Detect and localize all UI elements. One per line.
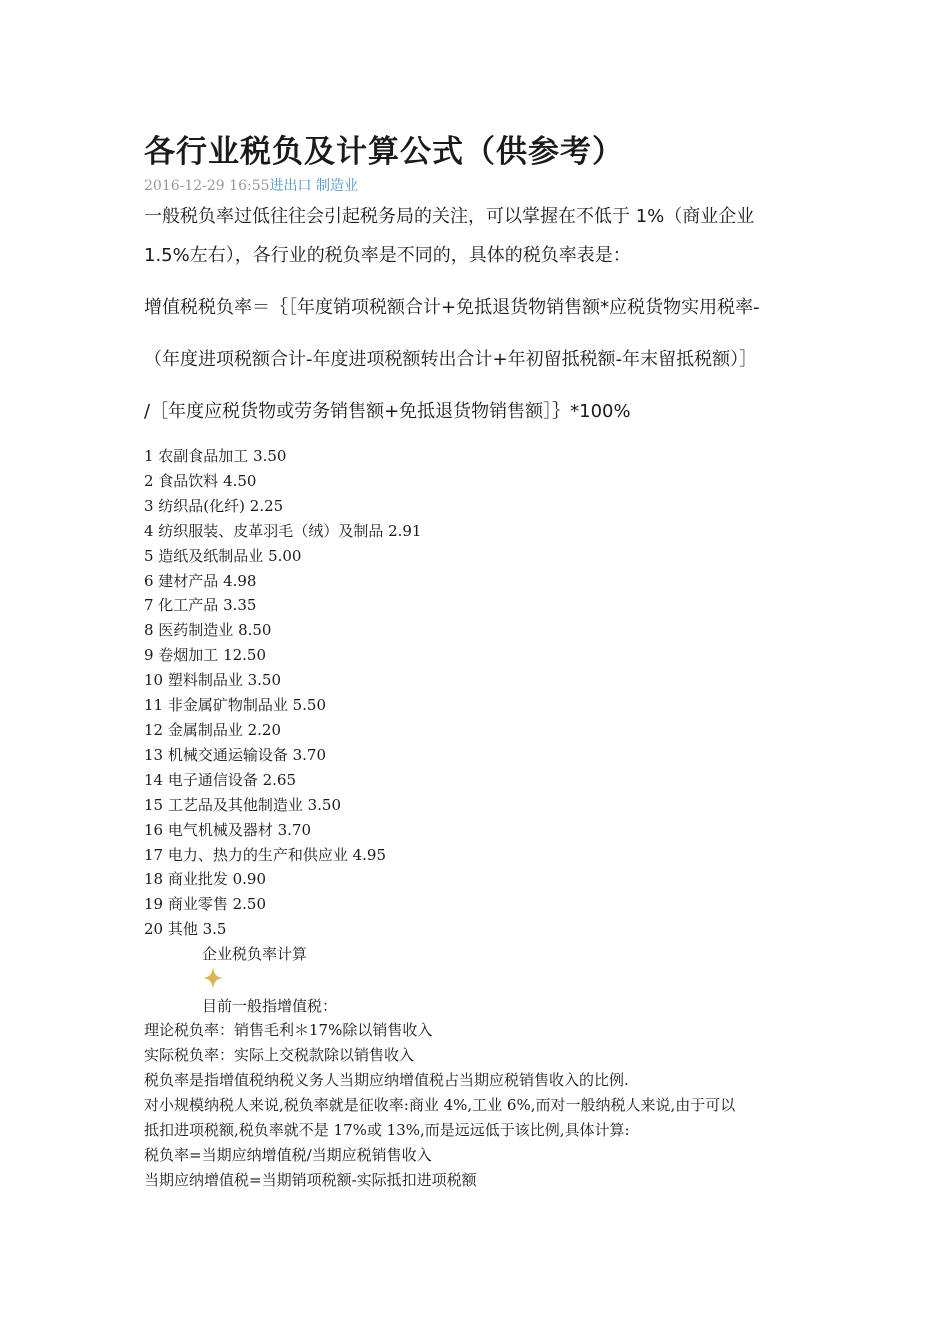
article-title: 各行业税负及计算公式（供参考） (144, 134, 624, 170)
tag-link-manufacturing[interactable]: 制造业 (315, 178, 358, 194)
list-item: 10 塑料制品业 3.50 (144, 671, 282, 690)
article-datetime: 2016-12-29 16:55 (144, 178, 270, 194)
list-item: 18 商业批发 0.90 (144, 870, 267, 889)
list-item: 12 金属制品业 2.20 (144, 720, 282, 739)
list-item: 19 商业零售 2.50 (144, 895, 267, 914)
text-line: 对小规模纳税人来说,税负率就是征收率:商业 4%,工业 6%,而对一般纳税人来说,由于可以 (144, 1095, 736, 1114)
list-item: 15 工艺品及其他制造业 3.50 (144, 795, 342, 814)
list-item: 7 化工产品 3.35 (144, 596, 257, 615)
list-item: 14 电子通信设备 2.65 (144, 770, 297, 789)
list-item: 20 其他 3.5 (144, 920, 227, 939)
section-subheading: 目前一般指增值税： (202, 997, 338, 1016)
list-item: 2 食品饮料 4.50 (144, 471, 257, 490)
list-item: 17 电力、热力的生产和供应业 4.95 (144, 845, 387, 864)
list-item: 13 机械交通运输设备 3.70 (144, 745, 327, 764)
list-item: 8 医药制造业 8.50 (144, 621, 272, 640)
text-line: 税负率是指增值税纳税义务人当期应纳增值税占当期应税销售收入的比例. (144, 1070, 629, 1089)
formula-line: （年度进项税额合计-年度进项税额转出合计+年初留抵税额-年末留抵税额）］ (144, 349, 758, 370)
intro-line: 一般税负率过低往往会引起税务局的关注，可以掌握在不低于 1%（商业企业 (144, 206, 755, 227)
article (144, 130, 824, 1192)
list-item: 5 造纸及纸制品业 5.00 (144, 546, 302, 565)
section-heading: 企业税负率计算 (202, 945, 308, 964)
text-line: 税负率=当期应纳增值税/当期应税销售收入 (144, 1145, 432, 1164)
tax-burden-explanation (144, 1018, 824, 1192)
four-point-star-icon (144, 966, 824, 992)
text-line: 理论税负率：销售毛利＊17%除以销售收入 (144, 1021, 433, 1040)
list-item: 1 农副食品加工 3.50 (144, 447, 287, 465)
text-line: 抵扣进项税额,税负率就不是 17%或 13%,而是远远低于该比例,具体计算: (144, 1120, 630, 1139)
list-item: 4 纺织服装、皮革羽毛（绒）及制品 2.91 (144, 521, 422, 540)
list-item: 3 纺织品(化纤) 2.25 (144, 496, 284, 515)
list-item: 16 电气机械及器材 3.70 (144, 820, 312, 839)
text-line: 实际税负率：实际上交税款除以销售收入 (144, 1046, 415, 1065)
article-meta (144, 176, 824, 196)
list-item: 9 卷烟加工 12.50 (144, 646, 267, 665)
formula-line: /［年度应税货物或劳务销售额+免抵退货物销售额］｝*100% (144, 401, 631, 422)
intro-line: 1.5%左右），各行业的税负率是不同的，具体的税负率表是： (144, 245, 631, 266)
tag-link-import-export[interactable]: 进出口 (269, 178, 312, 194)
industry-tax-rate-list (144, 444, 824, 942)
text-line: 当期应纳增值税=当期销项税额-实际抵扣进项税额 (144, 1170, 477, 1189)
intro-paragraph (144, 204, 824, 438)
formula-line: 增值税税负率＝｛［年度销项税额合计+免抵退货物销售额*应税货物实用税率- (144, 297, 760, 318)
list-item: 6 建材产品 4.98 (144, 571, 257, 590)
list-item: 11 非金属矿物制品业 5.50 (144, 696, 327, 715)
